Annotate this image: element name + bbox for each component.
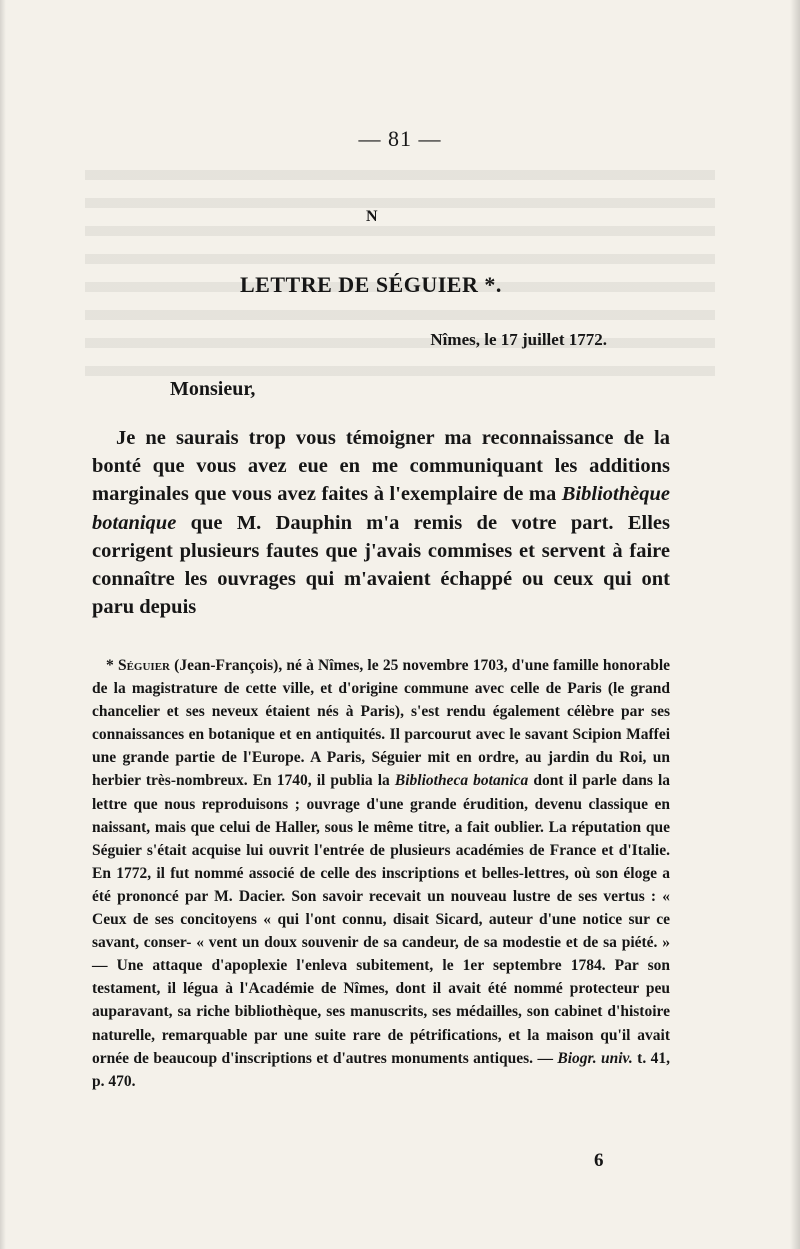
- ornament-mark: N: [366, 208, 378, 225]
- letter-body: [92, 424, 670, 621]
- footnote: [92, 654, 670, 1093]
- footnote-text-2: dont il parle dans la lettre que nous reproduisons ; ouvrage d'une grande érudition, devenu classique en naissant, mais que celui de Haller, sous le même titre, a fait oublier. La réputation que Séguier s'était acquise lui ouvrit l'entrée de plusieurs académies de France et d'Italie. En 1772, il fut nommé associé de celle des inscriptions et belles-lettres, où son éloge a été prononcé par M. Dacier. Son savoir recevait un nouveau lustre de ses vertus : « Ceux de ses concitoyens « qui l'ont connu, disait Sicard, auteur d'une notice sur ce savant, conser- « vent un doux souvenir de sa candeur, de sa modestie et de sa piété. » — Une attaque d'apoplexie l'enleva subitement, le 1er septembre 1784. Par son testament, il légua à l'Académie de Nîmes, dont il avait été nommé protecteur peu auparavant, sa riche bibliothèque, ses manuscrits, ses médailles, son cabinet d'histoire naturelle, remarquable par une suite rare de pétrifications, et la maison qu'il avait ornée de beaucoup d'inscriptions et d'autres monuments antiques. —: [92, 772, 671, 1067]
- page-right-edge-shadow: [790, 0, 800, 1249]
- letter-place-date: Nîmes, le 17 juillet 1772.: [430, 330, 607, 349]
- footnote-italic-title: Bibliotheca botanica: [394, 772, 529, 790]
- page-number: — 81 —: [358, 126, 442, 151]
- letter-salutation: Monsieur,: [170, 378, 256, 400]
- footnote-italic-source: Biogr. univ.: [557, 1049, 633, 1067]
- letter-body-text-1: Je ne saurais trop vous témoigner ma reconnaissance de la bonté que vous avez eue en me communiquant les additions marginales que vous avez faites à l'exemplaire de ma: [92, 427, 670, 506]
- footnote-name: Séguier: [117, 657, 170, 674]
- letter-body-italic-title: Bibliothèque botanique: [92, 483, 670, 534]
- signature-mark: 6: [594, 1150, 604, 1171]
- page-left-edge-shadow: [0, 0, 6, 1249]
- footnote-text-1: (Jean-François), né à Nîmes, le 25 novembre 1703, d'une famille honorable de la magistrature de cette ville, et d'origine commune avec celle de Paris (le grand chancelier et ses neveux étaient nés à Paris), s'est rendu également célèbre par ses connaissances en botanique et en antiquités. Il parcourut avec le savant Scipion Maffei une grande partie de l'Europe. A Paris, Séguier mit en ordre, au jardin du Roi, un herbier très-nombreux. En 1740, il publia la: [92, 657, 671, 790]
- letter-body-text-2: que M. Dauphin m'a remis de votre part. Elles corrigent plusieurs fautes que j'avais commises et servent à faire connaître les ouvrages qui m'avaient échappé ou ceux qui ont paru depuis: [92, 511, 670, 619]
- footnote-text-3: t. 41, p. 470.: [92, 1049, 670, 1090]
- letter-title: LETTRE DE SÉGUIER *.: [240, 272, 502, 297]
- footnote-marker: *: [106, 657, 118, 674]
